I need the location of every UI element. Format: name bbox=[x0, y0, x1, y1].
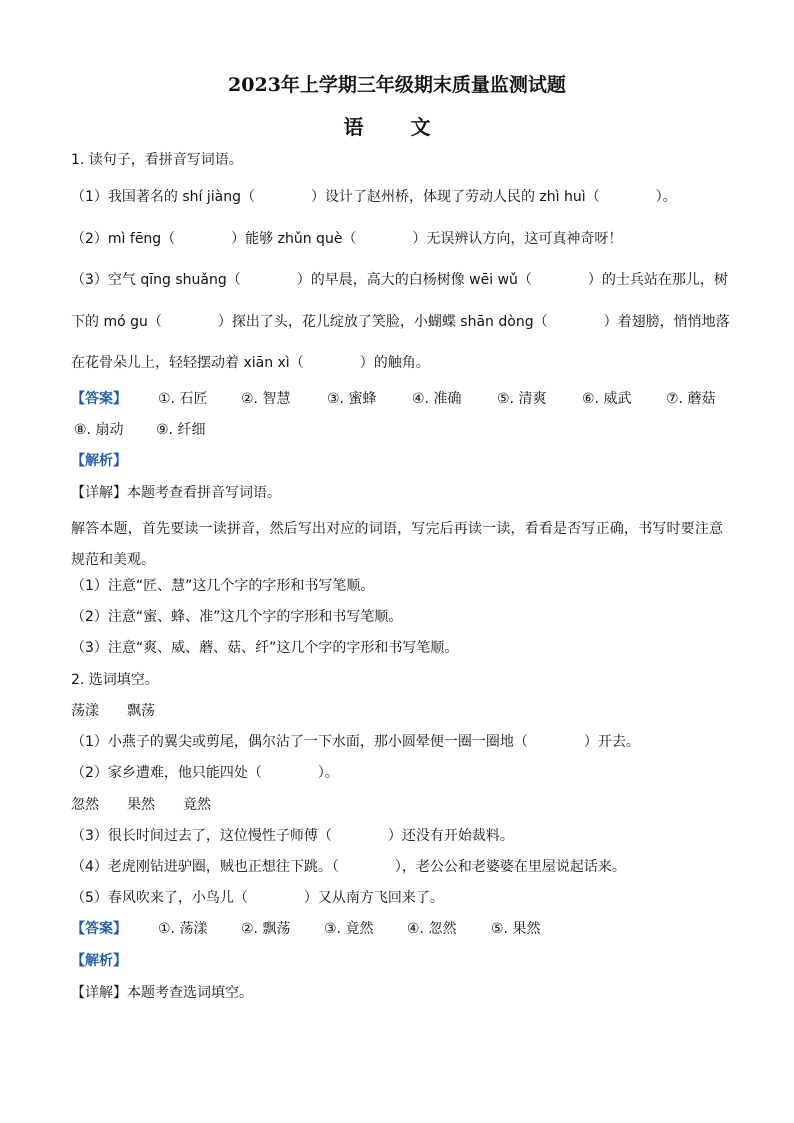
q2-answer: ③. 竟然 bbox=[324, 921, 374, 937]
q1-answer: ③. 蜜蜂 bbox=[327, 391, 377, 407]
q1-analysis-tag: 【解析】 bbox=[71, 453, 127, 469]
q2-answer: ⑤. 果然 bbox=[491, 921, 541, 937]
q1-answer-row-2 bbox=[71, 420, 371, 440]
q2-answer: ④. 忽然 bbox=[407, 921, 457, 937]
q1-answer: ⑧. 扇动 bbox=[74, 422, 124, 438]
q1-detail bbox=[71, 483, 281, 503]
q1-detail-text: 本题考查看拼音写词语。 bbox=[127, 485, 281, 501]
q2-sentence-2: （2）家乡遭难，他只能四处（ ）。 bbox=[71, 765, 339, 781]
subject-title: 语 文 bbox=[343, 115, 451, 139]
q2-detail bbox=[71, 983, 253, 1003]
q1-stem: 1. 读句子，看拼音写词语。 bbox=[71, 152, 243, 168]
q1-sentence-2: （2）mì fēng（ ）能够 zhǔn què（ ）无误辨认方向，这可真神奇呀！ bbox=[71, 231, 623, 247]
q1-note-2: （2）注意“蜜、蜂、准”这几个字的字形和书写笔顺。 bbox=[71, 609, 403, 625]
q2-sentence-4: （4）老虎刚钻进驴圈，贼也正想往下跳。（ ），老公公和老婆婆在里屋说起话来。 bbox=[71, 859, 626, 875]
q1-sentence-3-line-1: （3）空气 qīng shuǎng（ ）的早晨，高大的白杨树像 wēi wǔ（ ）的士兵站在那儿，树 bbox=[71, 272, 728, 288]
q1-answer: ⑨. 纤细 bbox=[156, 422, 206, 438]
q1-answer: ②. 智慧 bbox=[241, 391, 291, 407]
q2-detail-text: 本题考查选词填空。 bbox=[127, 985, 253, 1001]
q1-explanation: 解答本题，首先要读一读拼音，然后写出对应的词语，写完后再读一读，看看是否写正确，书写时要注意规范和美观。 bbox=[71, 521, 723, 568]
q2-answer-tag: 【答案】 bbox=[71, 921, 127, 937]
q1-answer-tag: 【答案】 bbox=[71, 391, 127, 407]
q1-note-1: （1）注意“匠、慧”这几个字的字形和书写笔顺。 bbox=[71, 578, 375, 594]
q2-sentence-3: （3）很长时间过去了，这位慢性子师傅（ ）还没有开始裁料。 bbox=[71, 828, 514, 844]
q2-answer: ②. 飘荡 bbox=[241, 921, 291, 937]
q1-detail-tag: 【详解】 bbox=[71, 485, 127, 501]
q1-answer-row-1 bbox=[71, 389, 731, 409]
exam-title: 2023年上学期三年级期末质量监测试题 bbox=[228, 74, 566, 96]
q2-answer: ①. 荡漾 bbox=[158, 921, 208, 937]
q1-answer: ④. 准确 bbox=[412, 391, 462, 407]
q2-stem: 2. 选词填空。 bbox=[71, 672, 159, 688]
q1-answer: ①. 石匠 bbox=[158, 391, 208, 407]
q1-sentence-3-line-2: 下的 mó gu（ ）探出了头，花儿绽放了笑脸，小蝴蝶 shān dòng（ ）着翅膀，悄悄地落 bbox=[71, 314, 730, 330]
q2-analysis-tag: 【解析】 bbox=[71, 953, 127, 969]
q2-word-group-2: 忽然 果然 竟然 bbox=[71, 797, 211, 813]
q2-detail-tag: 【详解】 bbox=[71, 985, 127, 1001]
q1-sentence-1: （1）我国著名的 shí jiàng（ ）设计了赵州桥，体现了劳动人民的 zhì huì（ ）。 bbox=[71, 189, 677, 205]
q1-answer: ⑦. 蘑菇 bbox=[666, 391, 716, 407]
q1-sentence-3-line-3: 在花骨朵儿上，轻轻摆动着 xiān xì（ ）的触角。 bbox=[71, 355, 430, 371]
q1-answer: ⑥. 威武 bbox=[582, 391, 632, 407]
q1-note-3: （3）注意“爽、威、蘑、菇、纤”这几个字的字形和书写笔顺。 bbox=[71, 640, 459, 656]
q1-answer: ⑤. 清爽 bbox=[497, 391, 547, 407]
q2-word-group-1: 荡漾 飘荡 bbox=[71, 703, 155, 719]
q2-sentence-5: （5）春风吹来了，小鸟儿（ ）又从南方飞回来了。 bbox=[71, 890, 444, 906]
q2-sentence-1: （1）小燕子的翼尖或剪尾，偶尔沾了一下水面，那小圆晕便一圈一圈地（ ）开去。 bbox=[71, 734, 640, 750]
q2-answer-row bbox=[71, 919, 591, 939]
